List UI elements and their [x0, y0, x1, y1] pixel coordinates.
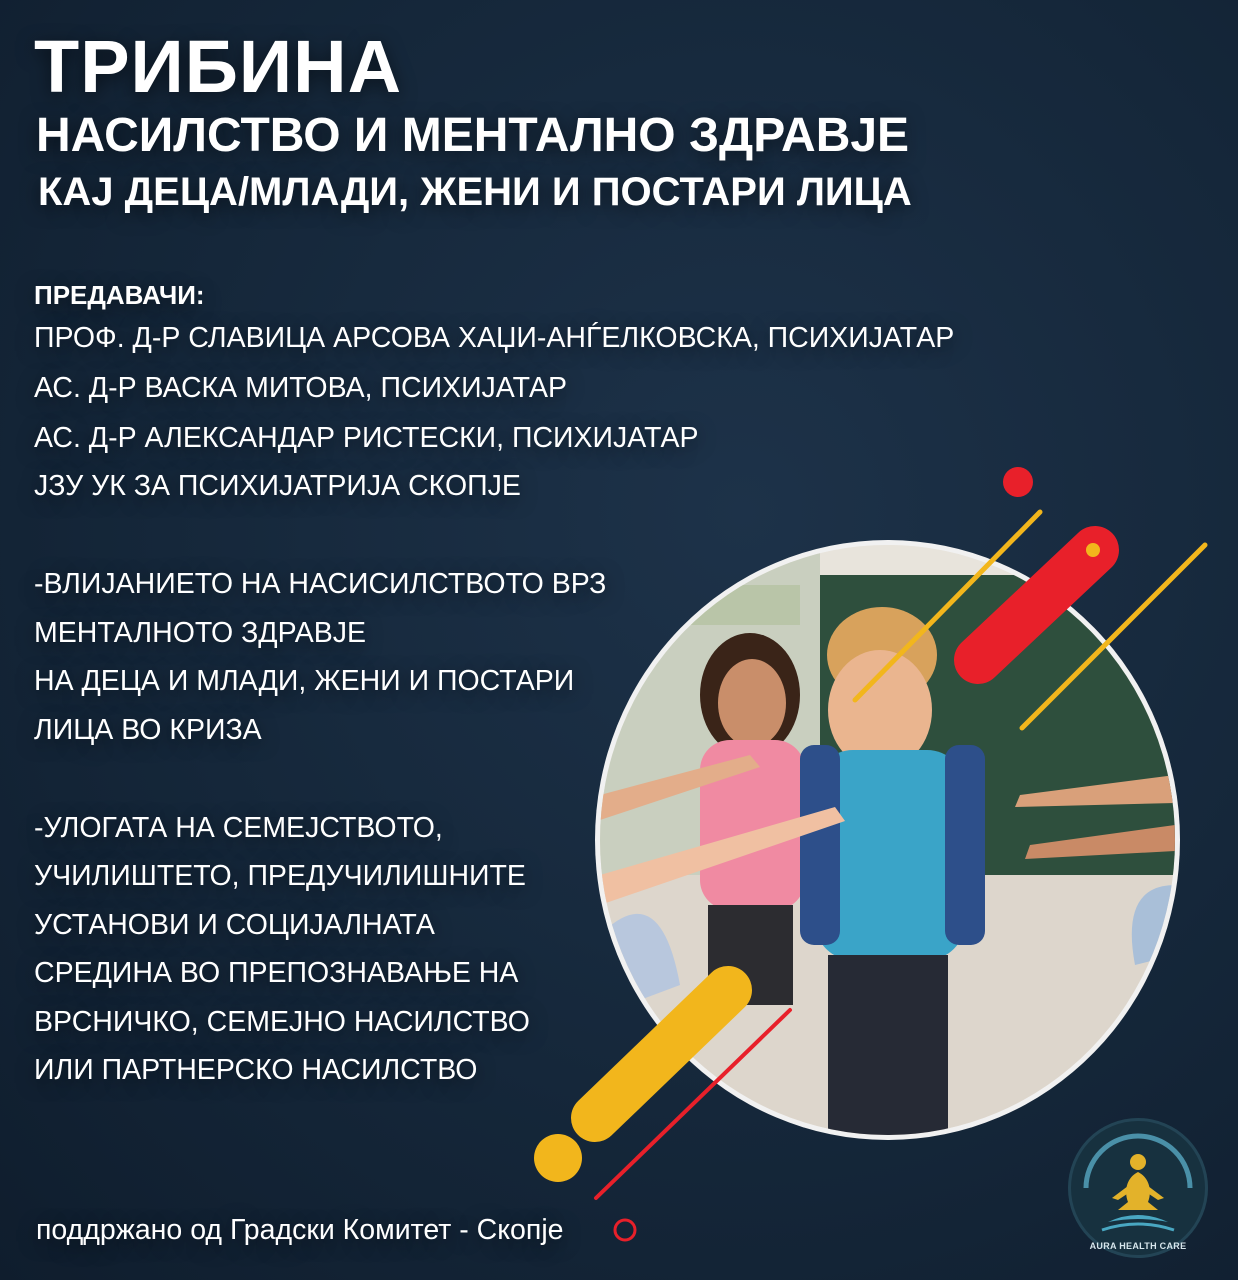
footer-text: поддржано од Градски Комитет - Скопје [36, 1214, 564, 1246]
aura-logo [1068, 1118, 1208, 1258]
lecturer-2: АС. Д-Р ВАСКА МИТОВА, ПСИХИЈАТАР [34, 372, 568, 404]
topic2-line-2: УЧИЛИШТЕТО, ПРЕДУЧИЛИШНИТЕ [34, 860, 526, 892]
lecturer-3: АС. Д-Р АЛЕКСАНДАР РИСТЕСКИ, ПСИХИЈАТАР [34, 422, 699, 454]
topic2-line-3: УСТАНОВИ И СОЦИЈАЛНАТА [34, 909, 435, 941]
logo-text: AURA HEALTH CARE [1089, 1241, 1187, 1251]
photo-illustration [600, 545, 1175, 1135]
topic1-line-1: -ВЛИЈАНИЕТО НА НАСИСИЛСТВОТО ВРЗ [34, 568, 607, 600]
meditation-icon [1068, 1118, 1208, 1258]
topic2-line-4: СРЕДИНА ВО ПРЕПОЗНАВАЊЕ НА [34, 957, 519, 989]
topic2-line-1: -УЛОГАТА НА СЕМЕЈСТВОТО, [34, 812, 443, 844]
children-photo [600, 545, 1175, 1135]
topic2-line-6: ИЛИ ПАРТНЕРСКО НАСИЛСТВО [34, 1054, 478, 1086]
topic1-line-2: МЕНТАЛНОТО ЗДРАВЈЕ [34, 617, 366, 649]
subtitle-line-1: НАСИЛСТВО И МЕНТАЛНО ЗДРАВЈЕ [36, 109, 910, 162]
lecturers-heading: ПРЕДАВАЧИ: [34, 280, 205, 310]
topic1-line-4: ЛИЦА ВО КРИЗА [34, 714, 262, 746]
subtitle-line-2: КАЈ ДЕЦА/МЛАДИ, ЖЕНИ И ПОСТАРИ ЛИЦА [38, 170, 912, 214]
topic1-line-3: НА ДЕЦА И МЛАДИ, ЖЕНИ И ПОСТАРИ [34, 665, 575, 697]
page-title: ТРИБИНА [34, 25, 403, 108]
institution: ЈЗУ УК ЗА ПСИХИЈАТРИЈА СКОПЈЕ [34, 470, 521, 502]
topic2-line-5: ВРСНИЧКО, СЕМЕЈНО НАСИЛСТВО [34, 1006, 530, 1038]
lecturer-1: ПРОФ. Д-Р СЛАВИЦА АРСОВА ХАЏИ-АНЃЕЛКОВСКА, ПСИХИЈАТАР [34, 322, 955, 354]
